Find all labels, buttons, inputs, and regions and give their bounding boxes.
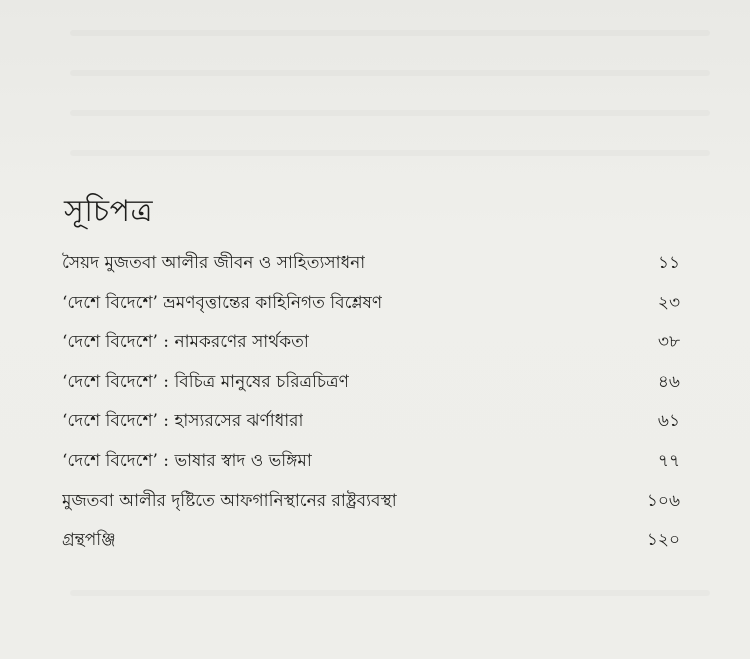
toc-entry — [62, 488, 680, 528]
toc-entry-page: ৬১ — [657, 411, 680, 432]
toc-entry-title: ‘দেশে বিদেশে’ : বিচিত্র মানুষের চরিত্রচিত্রণ — [62, 371, 349, 392]
show-through-line — [70, 150, 710, 156]
toc-entry — [62, 448, 680, 488]
toc-entry-page: ৭৭ — [657, 450, 680, 471]
toc-entry-page: ৪৬ — [657, 371, 680, 392]
toc-entry-page: ১২০ — [646, 530, 680, 551]
toc-entry-title: ‘দেশে বিদেশে’ : ভাষার স্বাদ ও ভঙ্গিমা — [62, 450, 312, 471]
toc-entry — [62, 369, 680, 409]
toc-entry-title: ‘দেশে বিদেশে’ ভ্রমণবৃত্তান্তের কাহিনিগত বিশ্লেষণ — [62, 292, 383, 313]
toc-entry-page: ১১ — [657, 253, 680, 273]
show-through-line — [70, 30, 710, 36]
toc-entry — [62, 408, 680, 448]
toc-entry-title: ‘দেশে বিদেশে’ : নামকরণের সার্থকতা — [62, 332, 309, 353]
show-through-line — [70, 590, 710, 596]
toc-entry — [62, 527, 680, 567]
toc-entry-page: ৩৮ — [657, 332, 680, 353]
toc-entry-title: সৈয়দ মুজতবা আলীর জীবন ও সাহিত্যসাধনা — [62, 253, 366, 273]
toc-entry-title: মুজতবা আলীর দৃষ্টিতে আফগানিস্থানের রাষ্ট্রব্যবস্থা — [62, 490, 397, 511]
toc-entry — [62, 250, 680, 290]
toc-heading: সূচিপত্র — [64, 194, 153, 230]
show-through-line — [70, 110, 710, 116]
toc-entry — [62, 290, 680, 330]
show-through-line — [70, 70, 710, 76]
toc-entry — [62, 329, 680, 369]
toc-entry-page: ২৩ — [657, 292, 680, 313]
toc-entry-page: ১০৬ — [646, 490, 680, 511]
toc-entry-title: ‘দেশে বিদেশে’ : হাস্যরসের ঝর্ণাধারা — [62, 411, 304, 432]
toc-list — [62, 250, 680, 567]
toc-entry-title: গ্রন্থপঞ্জি — [62, 530, 116, 551]
